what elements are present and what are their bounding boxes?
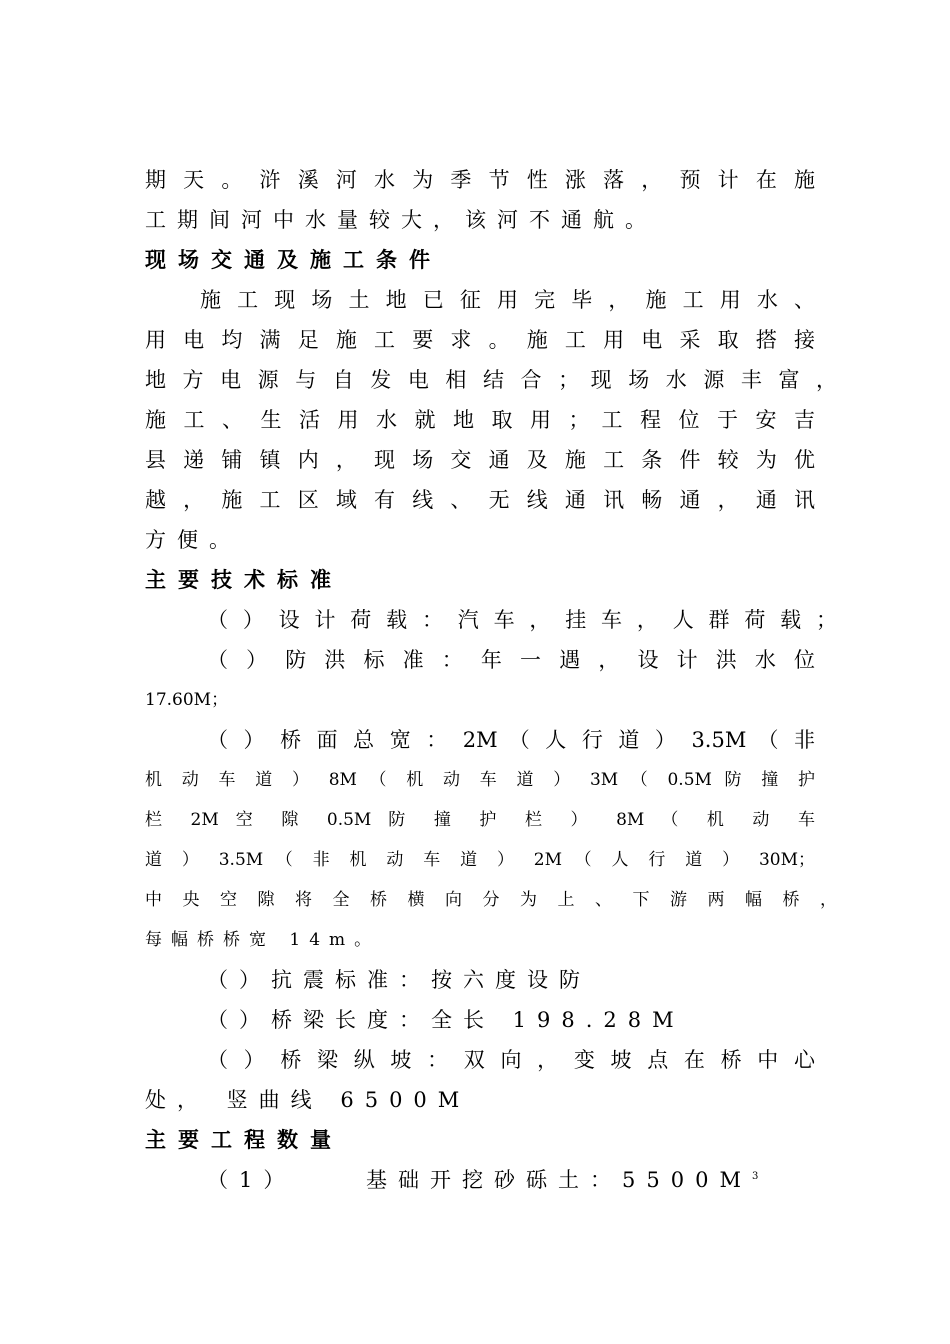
paragraph-line: 施 工 现 场 土 地 已 征 用 完 毕 ， 施 工 用 水 、 — [200, 288, 815, 312]
section-heading: 现场交通及施工条件 — [145, 248, 442, 272]
paragraph-line: 越 ， 施 工 区 域 有 线 、 无 线 通 讯 畅 通 ， 通 讯 — [145, 488, 815, 512]
paragraph-line: 方便。 — [145, 528, 241, 552]
section-heading: 主要技术标准 — [145, 568, 343, 592]
list-item: （）桥梁长度：全长 198.28M — [207, 1008, 685, 1032]
list-item — [207, 1160, 907, 1200]
paragraph-line: 施 工 、 生 活 用 水 就 地 取 用 ； 工 程 位 于 安 吉 — [145, 408, 815, 432]
paragraph-line: 17.60M； — [145, 690, 229, 710]
paragraph-line: 处， 竖曲线 6500M — [145, 1088, 471, 1112]
section-heading: 主要工程数量 — [145, 1128, 343, 1152]
paragraph-line: 机 动 车 道 ） 8M （ 机 动 车 道 ） 3M （ 0.5M 防 撞 护 — [145, 770, 815, 790]
paragraph-line: 地 方 电 源 与 自 发 电 相 结 合 ； 现 场 水 源 丰 富 ， — [145, 368, 837, 392]
paragraph-line: 期 天 。 浒 溪 河 水 为 季 节 性 涨 落 ， 预 计 在 施 — [145, 168, 815, 192]
paragraph-line: 工期间河中水量较大，该河不通航。 — [145, 208, 657, 232]
paragraph-line: 用 电 均 满 足 施 工 要 求 。 施 工 用 电 采 取 搭 接 — [145, 328, 815, 352]
list-item: （）抗震标准：按六度设防 — [207, 968, 591, 992]
list-item: （ ） 设 计 荷 载 ： 汽 车 ， 挂 车 ， 人 群 荷 载 ； — [207, 608, 837, 632]
paragraph-line: 县 递 铺 镇 内 ， 现 场 交 通 及 施 工 条 件 较 为 优 — [145, 448, 815, 472]
list-item-text: （1） 基础开挖砂砾土：5500M — [207, 1168, 753, 1192]
list-item: （ ） 桥 梁 纵 坡 ： 双 向 ， 变 坡 点 在 桥 中 心 — [207, 1048, 815, 1072]
paragraph-line: 道 ） 3.5M （ 非 机 动 车 道 ） 2M （ 人 行 道 ） 30M； — [145, 850, 815, 870]
superscript: 3 — [752, 1171, 759, 1182]
list-item: （ ） 桥 面 总 宽 ： 2M （ 人 行 道 ） 3.5M （ 非 — [207, 728, 815, 752]
list-item: （ ） 防 洪 标 准 ： 年 一 遇 ， 设 计 洪 水 位 — [207, 648, 815, 672]
paragraph-line: 中 央 空 隙 将 全 桥 横 向 分 为 上 、 下 游 两 幅 桥 ， — [145, 890, 837, 910]
paragraph-line: 栏 2M 空 隙 0.5M 防 撞 护 栏 ） 8M （ 机 动 车 — [145, 810, 815, 830]
paragraph-line: 每幅桥桥宽 14m。 — [145, 930, 381, 950]
